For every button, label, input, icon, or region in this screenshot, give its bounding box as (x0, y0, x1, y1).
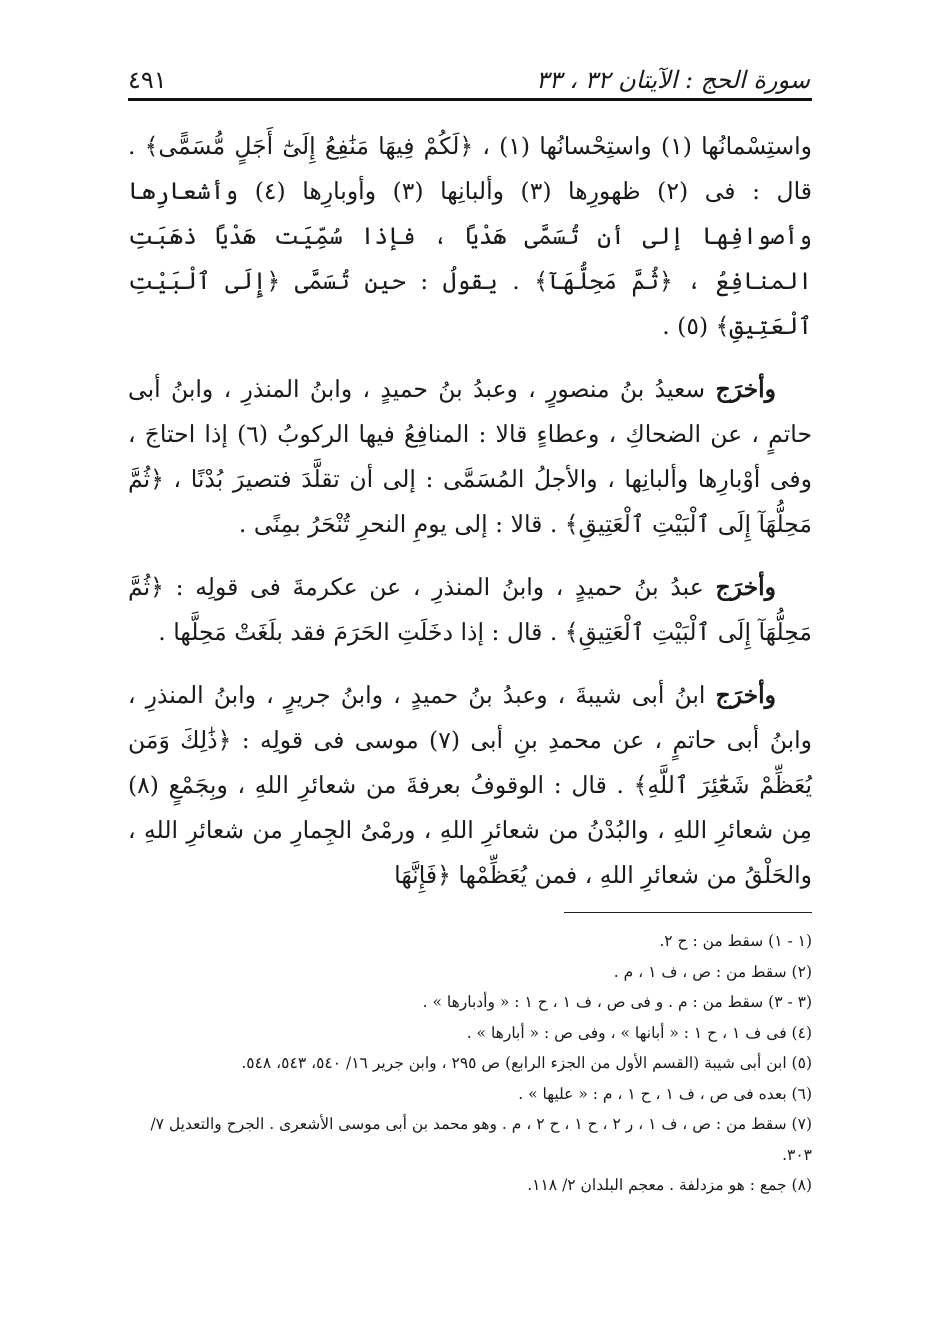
footnote: (٥) ابن أبى شيبة (القسم الأول من الجزء الرابع) ص ٢٩٥ ، وابن جرير ١٦/ ٥٤٠، ٥٤٣، ٥٤٨. (241, 1054, 812, 1072)
paragraph (128, 673, 812, 898)
footnotes (128, 926, 812, 1201)
paragraph (128, 124, 812, 349)
header-rule (128, 98, 812, 101)
paragraph-text: عبدُ بنُ حميدٍ ، وابنُ المنذرِ ، عن عكرمةَ فى قولِه : ﴿ثُمَّ مَحِلُّهَآ إِلَى ٱلْبَيْتِ ٱلْعَتِيقِ﴾ . قال : إذا دخَلَتِ الحَرَمَ فقد بلَغَتْ مَحِلَّها . (128, 573, 812, 646)
paragraph-text: سعيدُ بنُ منصورٍ ، وعبدُ بنُ حميدٍ ، وابنُ المنذرِ ، وابنُ أبى حاتمٍ ، عن الضحاكِ ، وعطاءٍ قالا : المنافِعُ فيها الركوبُ (٦) إذا احتاجَ ، وفى أوْبارِها وألبانِها ، والأجلُ المُسَمَّى : إلى أن تقلَّدَ فتصيرَ بُدْنًا ، ﴿ثُمَّ مَحِلُّهَآ إِلَى ٱلْبَيْتِ ٱلْعَتِيقِ﴾ . قالا : إلى يومِ النحرِ تُنْحَرُ بمِنًى . (128, 375, 812, 538)
paragraph-text: ابنُ أبى شيبةَ ، وعبدُ بنُ حميدٍ ، وابنُ جريرٍ ، وابنُ المنذرِ ، وابنُ أبى حاتمٍ ، عن محمدِ بنِ أبى (٧) موسى فى قولِه : ﴿ذَٰلِكَ وَمَن يُعَظِّمْ شَعَٰٓئِرَ ٱللَّهِ﴾ . قال : الوقوفُ بعرفةَ من شعائرِ اللهِ ، وبِجَمْعٍ (٨) مِن شعائرِ اللهِ ، والبُدْنُ من شعائرِ اللهِ ، ورمْىُ الجِمارِ من شعائرِ اللهِ ، والحَلْقُ من شعائرِ اللهِ ، فمن يُعَظِّمْها ﴿فَإِنَّهَا (128, 681, 812, 889)
paragraph (128, 367, 812, 547)
footnote: (٢) سقط من : ص ، ف ١ ، م . (613, 962, 812, 981)
main-text (128, 124, 812, 916)
paragraph-text: واستِسْمانُها (١) واستِحْسانُها (١) ، ﴿لَكُمْ فِيهَا مَنَٰفِعُ إِلَىٰٓ أَجَلٍ مُّسَمًّى﴾ . قال : فى (٢) ظهورِها (٣) وألبانِها (٣) وأوبارِها (٤) وأشعارِها وأصوافِها إلى أن تُسَمَّى هَدْيًا ، فإذا سُمِّيَت هَدْيًا ذهَبَتِ المنافِعُ ، ﴿ثُمَّ مَحِلُّهَآ﴾ . يقولُ : حين تُسَمَّى ﴿إِلَى ٱلْبَيْتِ ٱلْعَتِيقِ﴾ (٥) . (128, 132, 813, 340)
footnote: (٣ - ٣) سقط من : م . و فى ص ، ف ١ ، ح ١ : « وأدبارها » . (422, 993, 812, 1011)
footnote-divider (564, 912, 812, 913)
paragraph (128, 565, 812, 655)
paragraph-lead: وأخرَج (715, 573, 776, 601)
footnote: (٨) جمع : هو مزدلفة . معجم البلدان ٢/ ١١٨. (527, 1176, 812, 1194)
footnote: (١ - ١) سقط من : ح ٢. (659, 932, 812, 950)
surah-title: سورة الحج : الآيتان ٣٢ ، ٣٣ (535, 66, 810, 94)
page-number: ٤٩١ (128, 66, 167, 94)
page-header (128, 54, 810, 94)
paragraph-lead: وأخرَج (715, 681, 776, 709)
footnote: (٦) بعده فى ص ، ف ١ ، ح ١ ، م : « عليها » . (518, 1084, 812, 1103)
footnote: (٧) سقط من : ص ، ف ١ ، ر ٢ ، ح ١ ، ح ٢ ، م . وهو محمد بن أبى موسى الأشعرى . الجرح والتعديل ٧/ ٣٠٣. (150, 1115, 812, 1164)
footnote: (٤) فى ف ١ ، ح ١ : « أبانها » ، وفى ص : « أبارها » . (466, 1023, 812, 1042)
paragraph-lead: وأخرَج (715, 375, 776, 403)
